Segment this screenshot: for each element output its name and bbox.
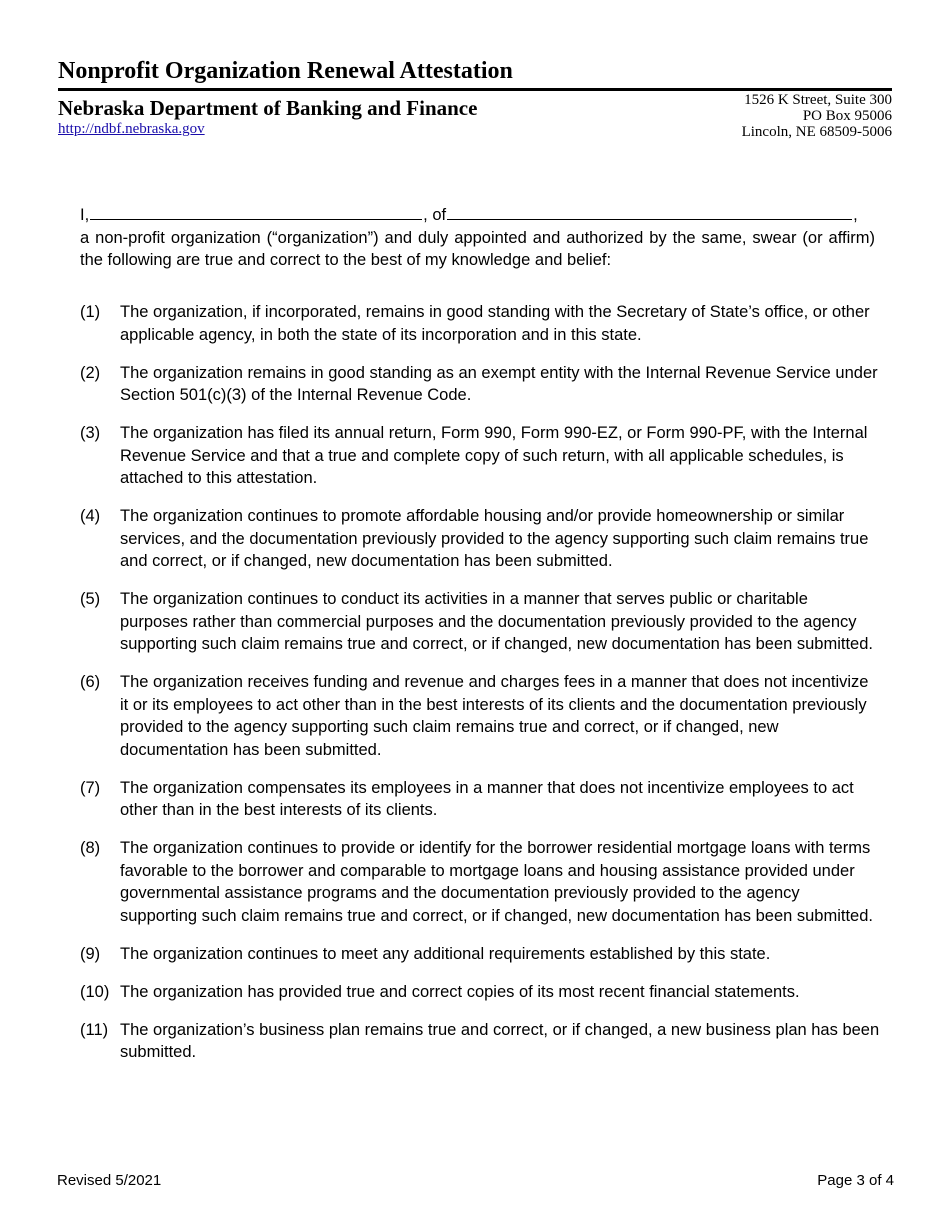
item-number: (5) [80, 590, 101, 608]
address-line: PO Box 95006 [802, 108, 892, 124]
page-title: Nonprofit Organization Renewal Attestation [58, 56, 892, 91]
list-item [80, 837, 880, 927]
attestation-list [80, 301, 880, 1079]
item-number: (9) [80, 944, 101, 963]
item-text: The organization’s business plan remains true and correct, or if changed, a new business plan has been submitted. [120, 1020, 880, 1061]
item-text: The organization remains in good standing as an exempt entity with the Internal Revenue Service under Section 501(c)(3) of the Internal Revenue Code. [120, 363, 878, 404]
address-line: 1526 K Street, Suite 300 [744, 92, 892, 108]
address-line: Lincoln, NE 68509-5006 [741, 124, 892, 140]
item-text: The organization continues to provide or identify for the borrower residential mortgage loans with terms favorable to the borrower and comparable to mortgage loans and housing assistance provided under governmental assistance programs and the documentation previously provided to the agency supporting such claim remains true and correct, or if changed, new documentation has been submitted. [120, 839, 873, 925]
list-item [80, 671, 880, 761]
item-number: (10) [80, 982, 110, 1001]
item-text: The organization has provided true and correct copies of its most recent financial statements. [120, 982, 800, 1001]
list-item [80, 362, 880, 407]
list-item [80, 981, 880, 1004]
intro-suffix: , [853, 206, 858, 224]
item-number: (8) [80, 839, 101, 857]
address-block [742, 92, 892, 140]
item-text: The organization, if incorporated, remains in good standing with the Secretary of State’s office, or other applicable agency, in both the state of its incorporation and in this state. [120, 303, 870, 344]
item-text: The organization has filed its annual return, Form 990, Form 990-EZ, or Form 990-PF, with the Internal Revenue Service and that a true and complete copy of such return, with all applicable schedules, is attached to this attestation. [120, 424, 868, 487]
item-text: The organization receives funding and revenue and charges fees in a manner that does not incentivize it or its employees to act other than in the best interests of its clients and the documentation previously provided to the agency supporting such claim remains true and correct, or if changed, new documentation has been submitted. [120, 673, 869, 759]
item-number: (1) [80, 303, 101, 321]
list-item [80, 588, 880, 656]
item-text: The organization continues to meet any additional requirements established by this state. [120, 944, 771, 963]
department-name: Nebraska Department of Banking and Finance [58, 96, 478, 120]
item-text: The organization continues to conduct its activities in a manner that serves public or charitable purposes rather than commercial purposes and the documentation previously provided to the agency supporting such claim remains true and correct, or if changed, new documentation has been submitted. [120, 590, 873, 653]
revision-date: Revised 5/2021 [57, 1172, 162, 1189]
list-item [80, 777, 880, 822]
attestation-intro [80, 203, 875, 272]
intro-middle: , of [423, 206, 447, 224]
organization-blank-field[interactable] [447, 203, 852, 220]
list-item [80, 1019, 880, 1064]
intro-prefix: I, [80, 206, 90, 224]
intro-statement: a non-profit organization (“organization”) and duly appointed and authorized by the same, swear (or affirm) the following are true and correct to the best of my knowledge and belief: [80, 228, 875, 269]
website-link[interactable]: http://ndbf.nebraska.gov [58, 121, 205, 137]
item-number: (2) [80, 363, 101, 382]
item-number: (6) [80, 673, 101, 691]
list-item [80, 943, 880, 966]
list-item [80, 422, 880, 490]
page-number: Page 3 of 4 [817, 1172, 894, 1189]
list-item [80, 301, 880, 346]
item-number: (11) [80, 1020, 109, 1039]
item-number: (3) [80, 424, 101, 442]
list-item [80, 505, 880, 573]
name-blank-field[interactable] [90, 203, 422, 220]
item-text: The organization compensates its employees in a manner that does not incentivize employees to act other than in the best interests of its clients. [120, 778, 854, 819]
item-text: The organization continues to promote affordable housing and/or provide homeownership or similar services, and the documentation previously provided to the agency supporting such claim remains true and correct, or if changed, new documentation has been submitted. [120, 507, 869, 570]
item-number: (7) [80, 778, 101, 797]
item-number: (4) [80, 507, 101, 525]
